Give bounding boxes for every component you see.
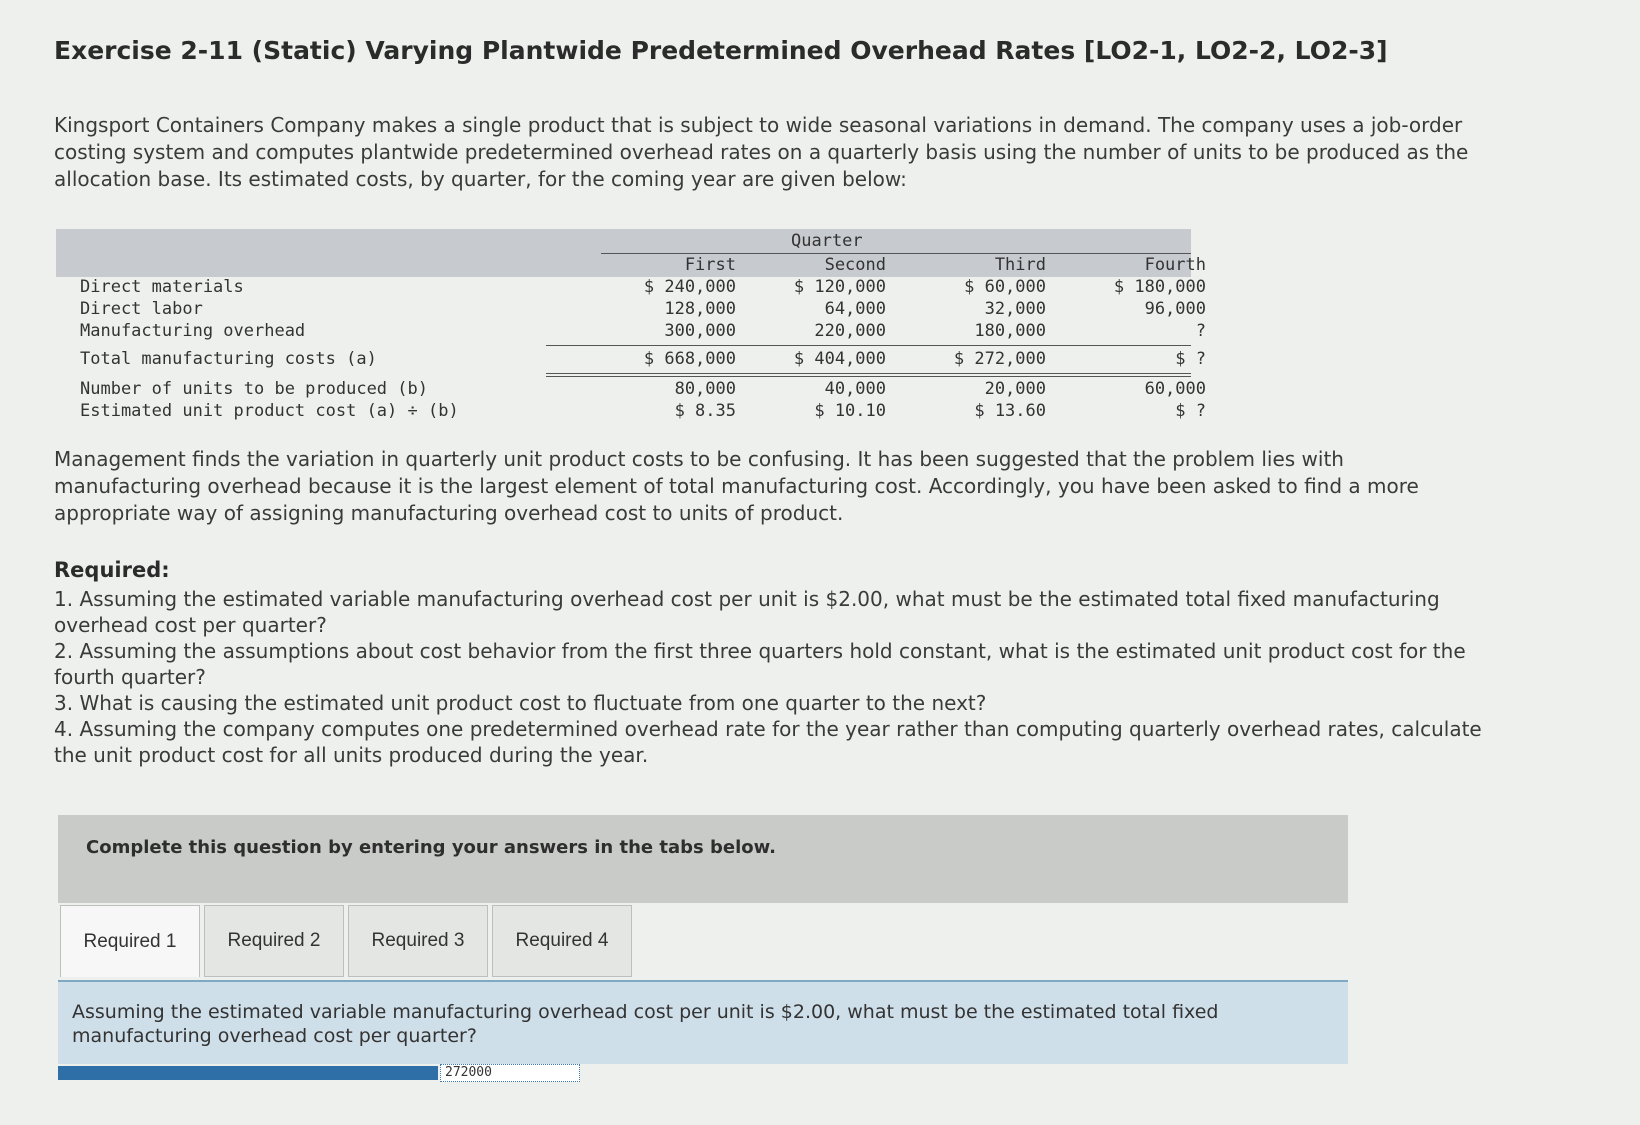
table-cell: $ ? — [1175, 401, 1206, 421]
table-cell: 20,000 — [984, 379, 1046, 399]
table-cell: 32,000 — [984, 299, 1046, 319]
tab-required-1[interactable]: Required 1 — [60, 905, 200, 977]
answer-row-label-bar — [58, 1066, 438, 1080]
table-cell: 96,000 — [1144, 299, 1206, 319]
instruction-banner — [58, 815, 1348, 903]
table-cell: 80,000 — [674, 379, 736, 399]
header-rule — [601, 253, 1191, 254]
table-cell: 60,000 — [1144, 379, 1206, 399]
row-label: Manufacturing overhead — [80, 321, 306, 341]
table-cell: 220,000 — [814, 321, 886, 341]
table-cell: $ 13.60 — [974, 401, 1046, 421]
tab-required-2[interactable]: Required 2 — [204, 905, 344, 977]
total-double-rule — [546, 376, 1191, 377]
quarter-group-header: Quarter — [791, 231, 863, 251]
subtotal-rule — [546, 345, 1191, 346]
table-cell: 180,000 — [974, 321, 1046, 341]
required-item: 4. Assuming the company computes one predetermined overhead rate for the year rather than computing quarterly overhead rates, calculate the unit product cost for all units produced during the year. — [54, 717, 1482, 767]
table-cell: $ 60,000 — [964, 277, 1046, 297]
table-cell: ? — [1195, 321, 1206, 341]
instruction-text: Complete this question by entering your answers in the tabs below. — [86, 837, 776, 858]
required-heading: Required: — [54, 558, 170, 582]
table-cell: $ 10.10 — [814, 401, 886, 421]
row-label: Total manufacturing costs (a) — [80, 349, 377, 369]
row-label: Direct materials — [80, 277, 244, 297]
col-header-second: Second — [824, 255, 886, 275]
table-cell: $ 668,000 — [643, 349, 736, 369]
table-cell: $ 240,000 — [643, 277, 736, 297]
col-header-first: First — [684, 255, 736, 275]
required-item: 3. What is causing the estimated unit product cost to fluctuate from one quarter to the next? — [54, 691, 987, 715]
page-title: Exercise 2-11 (Static) Varying Plantwide Predetermined Overhead Rates [LO2-1, LO2-2, LO2-3] — [54, 36, 1388, 65]
table-cell: $ 8.35 — [674, 401, 736, 421]
required-item: 2. Assuming the assumptions about cost behavior from the first three quarters hold constant, what is the estimated unit product cost for the fourth quarter? — [54, 639, 1466, 689]
tab-required-4[interactable]: Required 4 — [492, 905, 632, 977]
question-prompt-text: Assuming the estimated variable manufacturing overhead cost per unit is $2.00, what must be the estimated total fixed manufacturing overhead cost per quarter? — [72, 1001, 1219, 1047]
tab-required-3[interactable]: Required 3 — [348, 905, 488, 977]
table-cell: $ 120,000 — [793, 277, 886, 297]
row-label: Direct labor — [80, 299, 203, 319]
table-cell: $ 404,000 — [793, 349, 886, 369]
question-prompt-panel — [58, 980, 1348, 1064]
col-header-third: Third — [994, 255, 1046, 275]
row-label: Estimated unit product cost (a) ÷ (b) — [80, 401, 459, 421]
required-item: 1. Assuming the estimated variable manufacturing overhead cost per unit is $2.00, what must be the estimated total fixed manufacturing overhead cost per quarter? — [54, 587, 1440, 637]
table-cell: $ 272,000 — [953, 349, 1046, 369]
required-list — [54, 586, 1494, 768]
table-cell: 300,000 — [664, 321, 736, 341]
intro-paragraph: Kingsport Containers Company makes a single product that is subject to wide seasonal variations in demand. The company uses a job-order costing system and computes plantwide predetermined overhead rates on a quarterly basis using the number of units to be produced as the allocation base. Its estimated costs, by quarter, for the coming year are given below: — [54, 113, 1469, 191]
management-paragraph: Management finds the variation in quarterly unit product costs to be confusing. It has been suggested that the problem lies with manufacturing overhead because it is the largest element of total manufacturing cost. Accordingly, you have been asked to find a more appropriate way of assigning manufacturing overhead cost to units of product. — [54, 447, 1419, 525]
fixed-overhead-answer-input[interactable]: 272000 — [440, 1064, 580, 1082]
row-label: Number of units to be produced (b) — [80, 379, 428, 399]
table-cell: $ 180,000 — [1113, 277, 1206, 297]
cost-table — [56, 229, 1206, 431]
table-cell: 64,000 — [824, 299, 886, 319]
table-cell: $ ? — [1175, 349, 1206, 369]
col-header-fourth: Fourth — [1144, 255, 1206, 275]
table-cell: 40,000 — [824, 379, 886, 399]
total-double-rule — [546, 373, 1191, 374]
table-cell: 128,000 — [664, 299, 736, 319]
